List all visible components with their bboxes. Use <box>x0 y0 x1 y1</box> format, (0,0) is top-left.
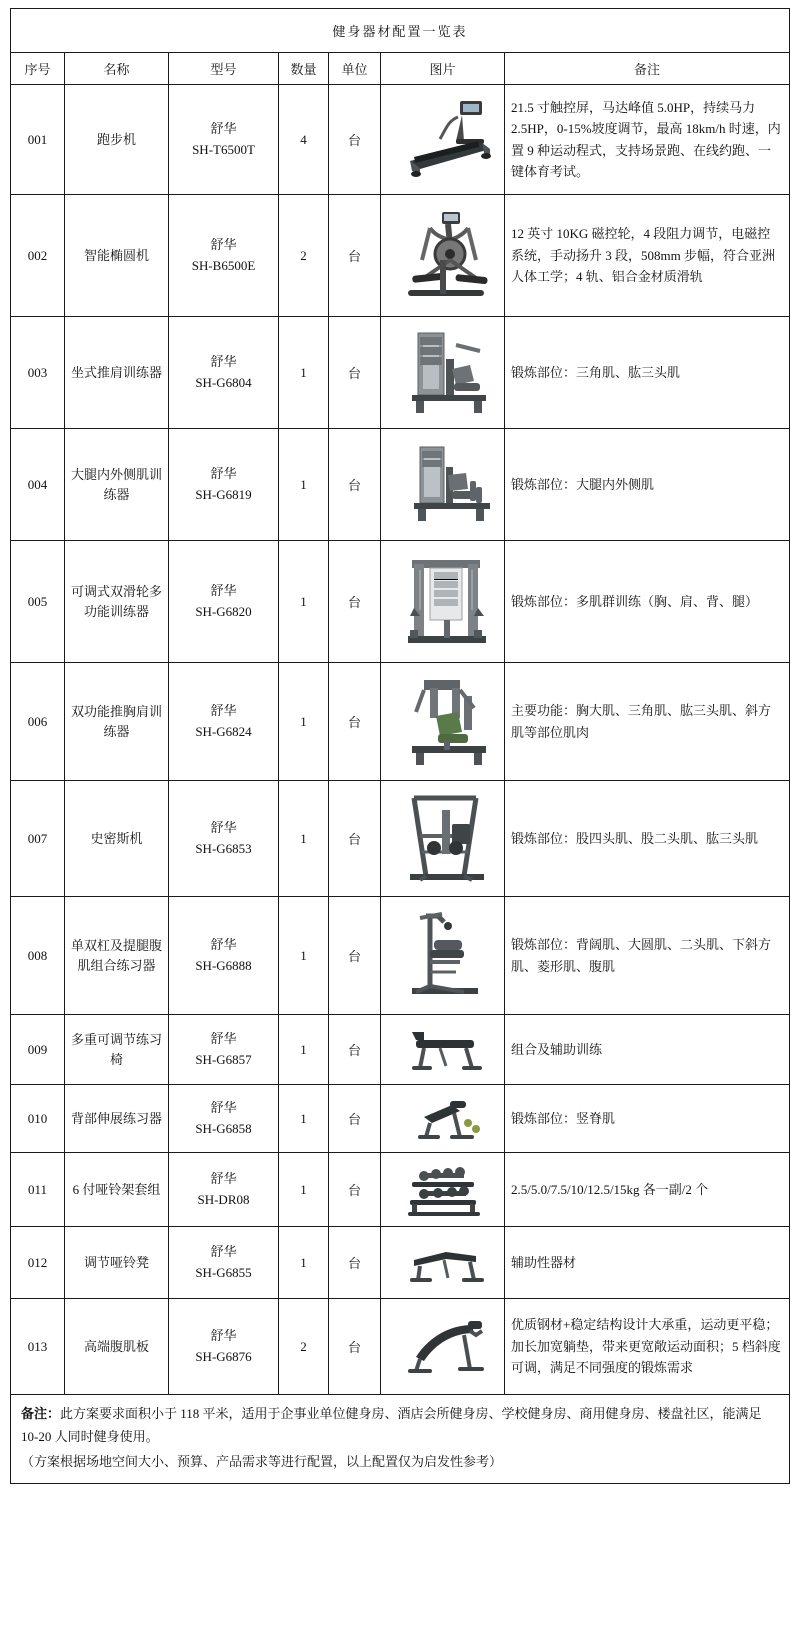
row-unit: 台 <box>329 1015 381 1085</box>
table-row <box>11 1085 790 1153</box>
row-index: 005 <box>11 541 65 663</box>
row-quantity: 1 <box>279 781 329 897</box>
row-brand: 舒华 <box>210 353 237 369</box>
row-note: 组合及辅助训练 <box>505 1015 790 1085</box>
column-header-quantity: 数量 <box>279 53 329 85</box>
row-index: 013 <box>11 1299 65 1395</box>
row-note: 辅助性器材 <box>505 1227 790 1299</box>
row-quantity: 4 <box>279 85 329 195</box>
row-name: 智能椭圆机 <box>65 195 169 317</box>
shoulder-press-machine-photo <box>387 325 505 421</box>
row-name: 坐式推肩训练器 <box>65 317 169 429</box>
row-note: 12 英寸 10KG 磁控轮，4 段阻力调节，电磁控系统，手动扬升 3 段，508mm 步幅，符合亚洲人体工学；4 轨、铝合金材质滑轨 <box>505 195 790 317</box>
row-quantity: 1 <box>279 663 329 781</box>
dumbbell-rack-photo <box>387 1160 505 1220</box>
row-brand: 舒华 <box>210 1327 237 1343</box>
dumbbell-bench-photo <box>387 1234 505 1292</box>
row-name: 双功能推胸肩训练器 <box>65 663 169 781</box>
row-unit: 台 <box>329 85 381 195</box>
row-name: 高端腹肌板 <box>65 1299 169 1395</box>
row-note: 锻炼部位：股四头肌、股二头肌、肱三头肌 <box>505 781 790 897</box>
row-model-code: SH-G6819 <box>195 486 252 502</box>
column-header-unit: 单位 <box>329 53 381 85</box>
row-index: 006 <box>11 663 65 781</box>
row-image-cell <box>381 1015 505 1085</box>
row-model <box>169 429 279 541</box>
row-name: 背部伸展练习器 <box>65 1085 169 1153</box>
row-name: 6 付哑铃架套组 <box>65 1153 169 1227</box>
row-model <box>169 1227 279 1299</box>
row-image-cell <box>381 1299 505 1395</box>
row-note: 主要功能：胸大肌、三角肌、肱三头肌、斜方肌等部位肌肉 <box>505 663 790 781</box>
ab-board-photo <box>387 1311 505 1383</box>
back-extension-bench-photo <box>387 1091 505 1147</box>
row-model-code: SH-G6888 <box>195 957 252 973</box>
row-unit: 台 <box>329 317 381 429</box>
row-model-code: SH-DR08 <box>197 1191 250 1207</box>
row-model <box>169 317 279 429</box>
row-model <box>169 1299 279 1395</box>
column-header-model: 型号 <box>169 53 279 85</box>
row-unit: 台 <box>329 1085 381 1153</box>
table-row <box>11 85 790 195</box>
row-index: 009 <box>11 1015 65 1085</box>
row-model <box>169 1153 279 1227</box>
row-unit: 台 <box>329 429 381 541</box>
row-index: 004 <box>11 429 65 541</box>
table-title-row <box>11 9 790 53</box>
page-title: 健身器材配置一览表 <box>11 9 790 53</box>
row-image-cell <box>381 781 505 897</box>
table-row <box>11 897 790 1015</box>
row-image-cell <box>381 541 505 663</box>
row-image-cell <box>381 317 505 429</box>
row-model-code: SH-G6857 <box>195 1051 252 1067</box>
row-unit: 台 <box>329 781 381 897</box>
row-brand: 舒华 <box>210 120 237 136</box>
row-index: 011 <box>11 1153 65 1227</box>
row-quantity: 2 <box>279 1299 329 1395</box>
row-image-cell <box>381 195 505 317</box>
row-image-cell <box>381 429 505 541</box>
pullup-dip-station-photo <box>387 906 505 1006</box>
row-model-code: SH-B6500E <box>191 257 256 273</box>
table-row <box>11 1015 790 1085</box>
row-model <box>169 85 279 195</box>
table-header-row <box>11 53 790 85</box>
row-brand: 舒华 <box>210 236 237 252</box>
row-note: 2.5/5.0/7.5/10/12.5/15kg 各一副/2 个 <box>505 1153 790 1227</box>
table-row <box>11 781 790 897</box>
row-quantity: 1 <box>279 1085 329 1153</box>
row-model-code: SH-T6500T <box>192 141 255 157</box>
table-row <box>11 195 790 317</box>
row-model-code: SH-G6820 <box>195 603 252 619</box>
row-image-cell <box>381 897 505 1015</box>
row-model-code: SH-G6853 <box>195 840 252 856</box>
row-unit: 台 <box>329 541 381 663</box>
row-brand: 舒华 <box>210 465 237 481</box>
row-unit: 台 <box>329 1299 381 1395</box>
row-model <box>169 663 279 781</box>
row-image-cell <box>381 85 505 195</box>
adjustable-bench-photo <box>387 1022 505 1078</box>
elliptical-photo <box>387 204 505 308</box>
row-brand: 舒华 <box>210 1099 237 1115</box>
footer-line-1 <box>21 1403 779 1449</box>
treadmill-photo <box>387 95 505 185</box>
row-image-cell <box>381 1227 505 1299</box>
footer-note <box>10 1395 790 1484</box>
row-quantity: 1 <box>279 541 329 663</box>
row-name: 大腿内外侧肌训练器 <box>65 429 169 541</box>
column-header-note: 备注 <box>505 53 790 85</box>
row-brand: 舒华 <box>210 819 237 835</box>
row-model <box>169 195 279 317</box>
table-row <box>11 663 790 781</box>
table-row <box>11 1153 790 1227</box>
footer-line-2: （方案根据场地空间大小、预算、产品需求等进行配置，以上配置仅为启发性参考） <box>21 1453 503 1469</box>
row-quantity: 1 <box>279 429 329 541</box>
hip-abduction-machine-photo <box>387 437 505 533</box>
row-model <box>169 781 279 897</box>
row-model-code: SH-G6824 <box>195 723 252 739</box>
row-index: 002 <box>11 195 65 317</box>
footer-label: 备注： <box>21 1406 61 1421</box>
row-image-cell <box>381 663 505 781</box>
row-model <box>169 1085 279 1153</box>
row-unit: 台 <box>329 1227 381 1299</box>
row-brand: 舒华 <box>210 1170 237 1186</box>
row-unit: 台 <box>329 663 381 781</box>
row-brand: 舒华 <box>210 936 237 952</box>
table-row <box>11 541 790 663</box>
chest-shoulder-press-machine-photo <box>387 672 505 772</box>
row-model-code: SH-G6855 <box>195 1264 252 1280</box>
row-model <box>169 1015 279 1085</box>
row-name: 调节哑铃凳 <box>65 1227 169 1299</box>
row-model-code: SH-G6804 <box>195 374 252 390</box>
row-quantity: 1 <box>279 897 329 1015</box>
row-index: 012 <box>11 1227 65 1299</box>
row-name: 可调式双滑轮多功能训练器 <box>65 541 169 663</box>
row-quantity: 1 <box>279 1015 329 1085</box>
row-name: 单双杠及提腿腹肌组合练习器 <box>65 897 169 1015</box>
table-row <box>11 1299 790 1395</box>
row-quantity: 2 <box>279 195 329 317</box>
row-note: 锻炼部位：三角肌、肱三头肌 <box>505 317 790 429</box>
equipment-table <box>10 8 790 1395</box>
column-header-image: 图片 <box>381 53 505 85</box>
row-name: 多重可调节练习椅 <box>65 1015 169 1085</box>
row-model-code: SH-G6858 <box>195 1120 252 1136</box>
table-row <box>11 1227 790 1299</box>
row-unit: 台 <box>329 1153 381 1227</box>
row-note: 锻炼部位：多肌群训练（胸、肩、背、腿） <box>505 541 790 663</box>
row-image-cell <box>381 1153 505 1227</box>
row-brand: 舒华 <box>210 702 237 718</box>
row-note: 21.5 寸触控屏，马达峰值 5.0HP，持续马力 2.5HP，0-15%坡度调节，最高 18km/h 时速，内置 9 种运动程式，支持场景跑、在线约跑、一键体育考试。 <box>505 85 790 195</box>
row-note: 锻炼部位：竖脊肌 <box>505 1085 790 1153</box>
row-unit: 台 <box>329 897 381 1015</box>
row-unit: 台 <box>329 195 381 317</box>
table-row <box>11 317 790 429</box>
row-brand: 舒华 <box>210 1243 237 1259</box>
row-index: 007 <box>11 781 65 897</box>
row-brand: 舒华 <box>210 1030 237 1046</box>
column-header-name: 名称 <box>65 53 169 85</box>
row-index: 003 <box>11 317 65 429</box>
row-index: 008 <box>11 897 65 1015</box>
row-model <box>169 897 279 1015</box>
row-quantity: 1 <box>279 1227 329 1299</box>
row-name: 史密斯机 <box>65 781 169 897</box>
dual-pulley-cable-machine-photo <box>387 550 505 654</box>
row-model-code: SH-G6876 <box>195 1348 252 1364</box>
row-brand: 舒华 <box>210 582 237 598</box>
row-quantity: 1 <box>279 317 329 429</box>
row-quantity: 1 <box>279 1153 329 1227</box>
smith-machine-photo <box>387 790 505 888</box>
row-index: 001 <box>11 85 65 195</box>
row-index: 010 <box>11 1085 65 1153</box>
row-note: 锻炼部位：背阔肌、大圆肌、二头肌、下斜方肌、菱形肌、腹肌 <box>505 897 790 1015</box>
row-note: 锻炼部位：大腿内外侧肌 <box>505 429 790 541</box>
row-note: 优质钢材+稳定结构设计大承重，运动更平稳；加长加宽躺垫，带来更宽敞运动面积；5 档斜度可调，满足不同强度的锻炼需求 <box>505 1299 790 1395</box>
table-row <box>11 429 790 541</box>
row-model <box>169 541 279 663</box>
column-header-index: 序号 <box>11 53 65 85</box>
row-name: 跑步机 <box>65 85 169 195</box>
row-image-cell <box>381 1085 505 1153</box>
footer-text-1: 此方案要求面积小于 118 平米，适用于企事业单位健身房、酒店会所健身房、学校健身房、商用健身房、楼盘社区，能满足 10-20 人同时健身使用。 <box>21 1406 762 1444</box>
